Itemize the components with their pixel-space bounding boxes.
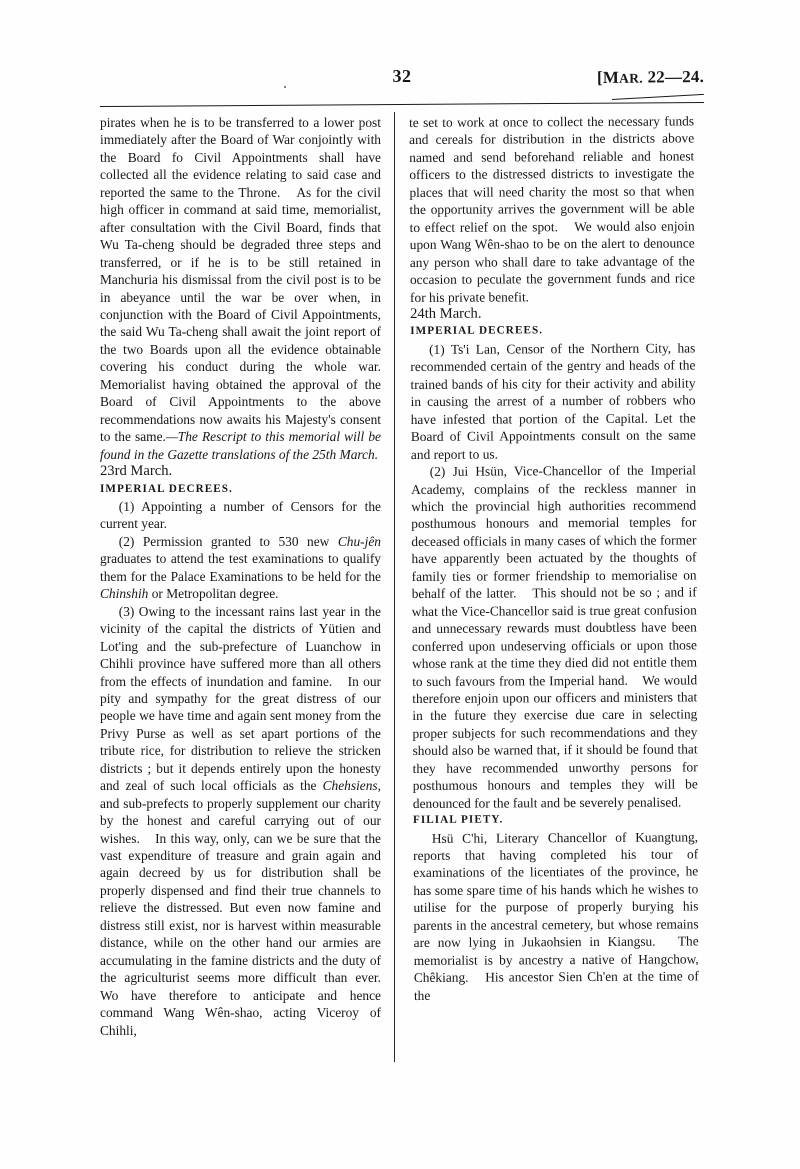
page-folio-number: 32 (392, 66, 412, 86)
left-text-column (100, 114, 395, 1039)
paragraph-continued-from-previous-page (100, 114, 381, 463)
decree-item-2 (100, 533, 381, 603)
date-heading-24th-march: 24th March. (410, 305, 482, 322)
decree-2-part-c: or Metropolitan degree. (148, 586, 279, 602)
section-heading-imperial-decrees-24th: IMPERIAL DECREES. (410, 324, 544, 338)
decree-3-part-a: (3) Owing to the incessant rains last year in the vicinity of the capital the districts of Yütien and Lot'ing and the sub-prefecture of Luanchow in Chihli province have suffered more than all others from the effects of inundation and famine. In our pity and sympathy for the great distress of our people we have time and again sent money from the Privy Purse as well as set apart portions of the tribute rice, for distribution to relieve the stricken districts ; but it depends entirely upon the honesty and zeal of such local officials as the (100, 603, 381, 794)
decree-2-part-b: graduates to attend the test examinations to qualify them for the Palace Examinations to be held for the (100, 551, 381, 584)
header-ref-suffix: 22—24. (642, 67, 704, 87)
paragraph-continued-from-left-column: te set to work at once to collect the necessary funds and cereals for distribution in the districts above named and send beforehand reliable and honest officers to the distressed districts to investigate the places that will need charity the most so that when the opportunity arrives the government will be able to effect relief on the spot. We would also enjoin upon Wang Wên-shao to be on the alert to denounce any person who shall dare to take advantage of the occasion to peculate the government funds and rice for his private benefit. (409, 113, 695, 305)
term-chehsiens: Chehsiens (322, 778, 378, 794)
filial-piety-body: Hsü C'hi, Literary Chancellor of Kuangtung, reports that having completed his tour of examinations of the licentiates of the province, he has some spare time of his hands which he wishes to utilise for the purpose of properly burying his parents in the ancestral cemetery, but whose remains are now lying in Jukaohsien in Kiangsu. The memorialist is by ancestry a native of Hangchow, Chêkiang. His ancestor Sien Ch'en at the time of the (413, 828, 699, 1003)
right-text-column (409, 112, 699, 1004)
section-heading-imperial-decrees: IMPERIAL DECREES. (100, 482, 233, 495)
date-heading-23rd-march: 23rd March. (100, 463, 173, 480)
header-ref-smallcaps: AR. (618, 70, 644, 86)
decree-2-part-a: (2) Permission granted to 530 new (118, 533, 338, 549)
paragraph-text: pirates when he is to be transferred to a lower post immediately after the Board of War conjointly with the Board fo Civil Appointments shall have collected all the evidence relating to said case and reported the same to the Throne. As for the civil high officer in command at said time, memorialist, after consultation with the Civil Board, finds that Wu Ta-cheng should be degraded three steps and transferred, or if he is to be still retained in Manchuria his dismissal from the civil post is to be in abeyance until the war be over when, in conjunction with the Board of Civil Appointments, the said Wu Ta-cheng shall await the joint report of the two Boards upon all the evidence obtainable covering his conduct during the whole war. Memorialist having obtained the approval of the Board of Civil Appointments to the above recommendations now awaits his Majesty's consent to the same. (100, 115, 381, 445)
scan-speck (284, 86, 286, 88)
decree-item-2-right: (2) Jui Hsün, Vice-Chancellor of the Imperial Academy, complains of the reckless manner in which the provincial high authorities recommend posthumous honours and memorial temples for deceased officials in many cases of which the former have apparently been actuated by the thoughts of family ties or former friendship to memorialise on behalf of the latter. This should not be so ; and if what the Vice-Chancellor said is true great confusion and unnecessary rewards must doubtless have been conferred upon undeserving officials or upon those whose rank at the time they died did not entitle them to such favours from the Imperial hand. We would therefore enjoin upon our officers and ministers that in the future they exercise due care in selecting proper subjects for such recommendations and they should also be warned that, if it should be found that they have recommended unworthy persons for posthumous honours and temples they will be denounced for the fault and be severely penalised. (411, 462, 698, 811)
section-heading-filial-piety: FILIAL PIETY. (412, 813, 504, 827)
term-chu-jen: Chu-jên (337, 533, 381, 549)
rescript-note-italic: —The Rescript to this memorial will be found in the Gazette translations of the 25th March. (100, 429, 381, 462)
header-horizontal-rule (100, 102, 704, 107)
decree-3-part-b: , and sub-prefects to properly supplement our charity by the honest and careful carrying out of our wishes. In this way, only, can we be sure that the vast expenditure of treasure and grain again and again decreed by us for distribution shall be properly dispensed and find their true channels to relieve the distressed. But even now famine and distress still exist, nor is harvest within measurable distance, while on the other hand our armies are accumulating in the famine districts and the duty of the agriculturist seems more difficult than ever. Wo have therefore to anticipate and hence command Wang Wên-shao, acting Viceroy of Chihli, (100, 778, 395, 1038)
header-date-reference (597, 67, 704, 88)
decree-item-1-right: (1) Ts'i Lan, Censor of the Northern City, has recommended certain of the gentry and heads of the trained bands of his city for their activity and ability in causing the arrest of a number of robbers who have infested that portion of the Capital. Let the Board of Civil Appointments consult on the same and report to us. (410, 340, 696, 462)
column-divider-rule (394, 112, 395, 1062)
running-head (100, 66, 704, 96)
decree-item-1: (1) Appointing a number of Censors for the current year. (100, 498, 381, 532)
decree-item-3 (100, 603, 395, 1039)
term-chinshih: Chinshih (100, 586, 149, 602)
header-ref-prefix: [M (596, 67, 620, 88)
